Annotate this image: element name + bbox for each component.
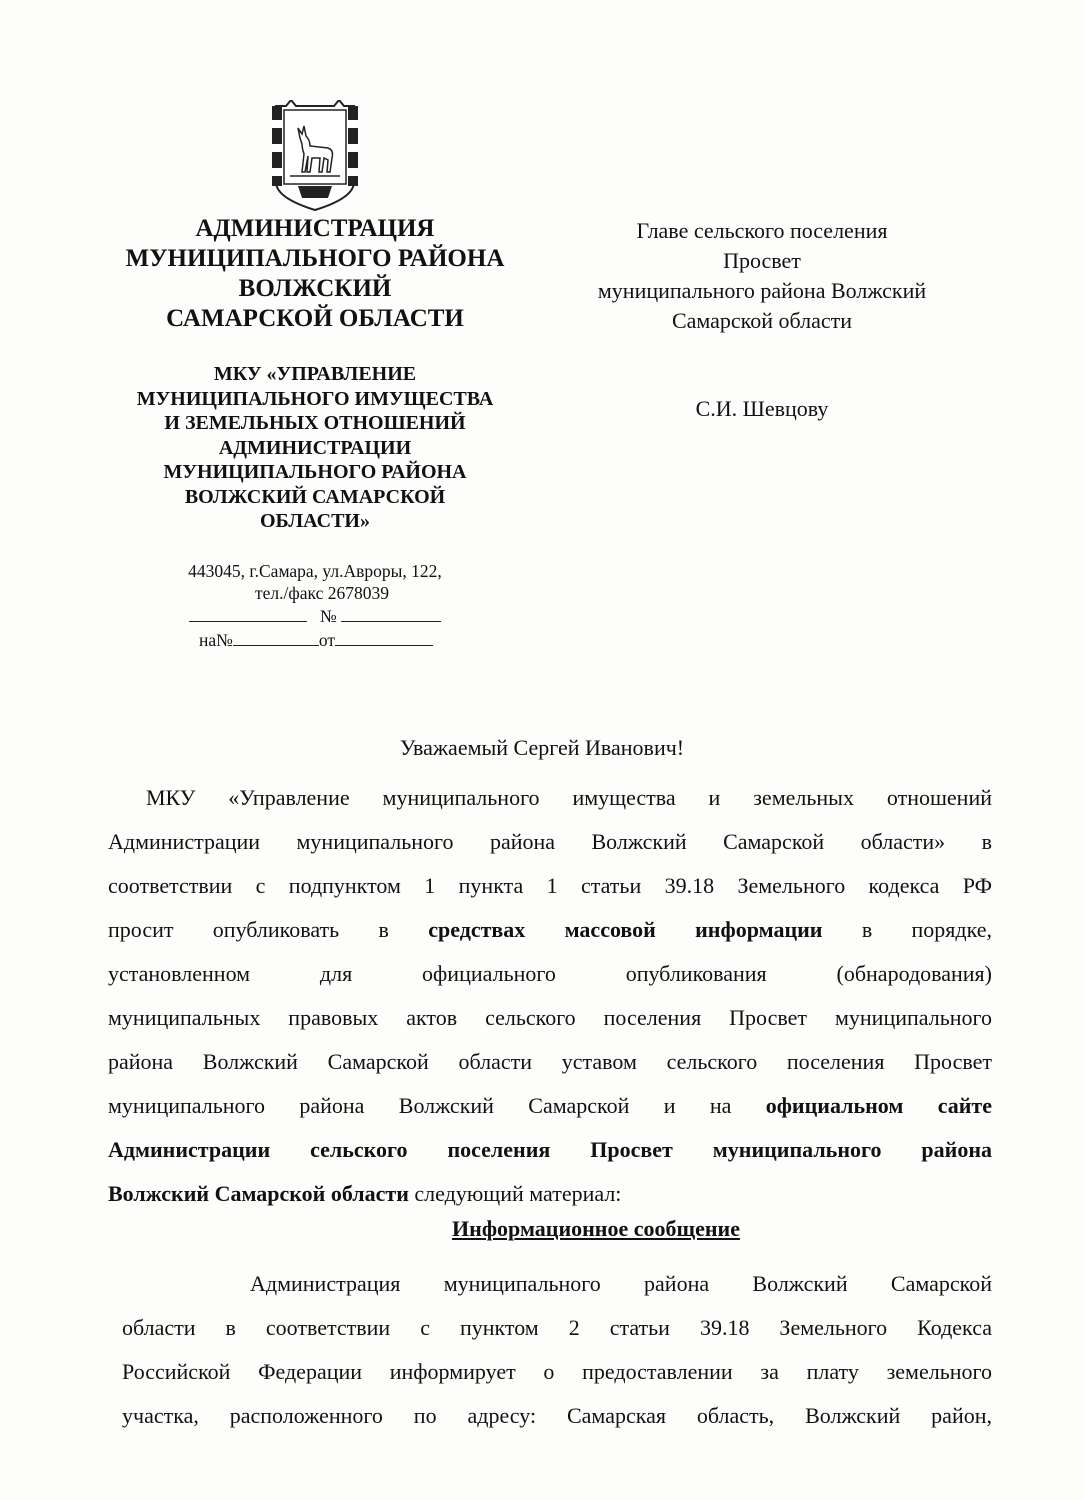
- sender-address: [110, 560, 520, 604]
- info-body: Администрация муниципального района Волжский Самарской области в соответствии с пунктом 2 статьи 39.18 Земельного Кодекса Российской Федерации информирует о предоставлении за плату земельного участка, расположенного по адресу: Самарская область, Волжский район,: [122, 1271, 992, 1428]
- address-line: 443045, г.Самара, ул.Авроры, 122,: [188, 560, 442, 581]
- sender-department: МКУ «УПРАВЛЕНИЕ МУНИЦИПАЛЬНОГО ИМУЩЕСТВА И ЗЕМЕЛЬНЫХ ОТНОШЕНИЙ АДМИНИСТРАЦИИ МУНИЦИПАЛЬНОГО РАЙОНА ВОЛЖСКИЙ САМАРСКОЙ ОБЛАСТИ»: [136, 363, 494, 532]
- recipient-block: Главе сельского поселения Просвет муниципального района Волжский Самарской области С.И. Шевцову: [560, 216, 964, 424]
- phone-line: тел./факс 2678039: [255, 582, 389, 603]
- sender-organization: АДМИНИСТРАЦИЯ МУНИЦИПАЛЬНОГО РАЙОНА ВОЛЖСКИЙ САМАРСКОЙ ОБЛАСТИ: [125, 215, 505, 332]
- greeting: Уважаемый Сергей Иванович!: [399, 735, 685, 760]
- recipient-name: С.И. Шевцову: [695, 396, 829, 421]
- registration-number-line: №: [110, 604, 520, 628]
- info-heading: Информационное сообщение: [452, 1216, 740, 1241]
- sender-block: [110, 214, 520, 652]
- samara-coat-of-arms-icon: [268, 100, 362, 212]
- letter-body: МКУ «Управление муниципального имущества и земельных отношений Администрации муниципального района Волжский Самарской области» в соответствии с подпунктом 1 пункта 1 статьи 39.18 Земельного кодекса РФ просит опубликовать в средствах массовой информации в порядке, установленном для официального опубликования (обнародования) муниципальных правовых актов сельского поселения Просвет муниципального района Волжский Самарской области уставом сельского поселения Просвет муниципального района Волжский Самарской и на официальном сайте Администрации сельского поселения Просвет муниципального района Волжский Самарской области следующий материал:: [108, 785, 993, 1206]
- reply-reference-line: на№ от: [110, 628, 520, 652]
